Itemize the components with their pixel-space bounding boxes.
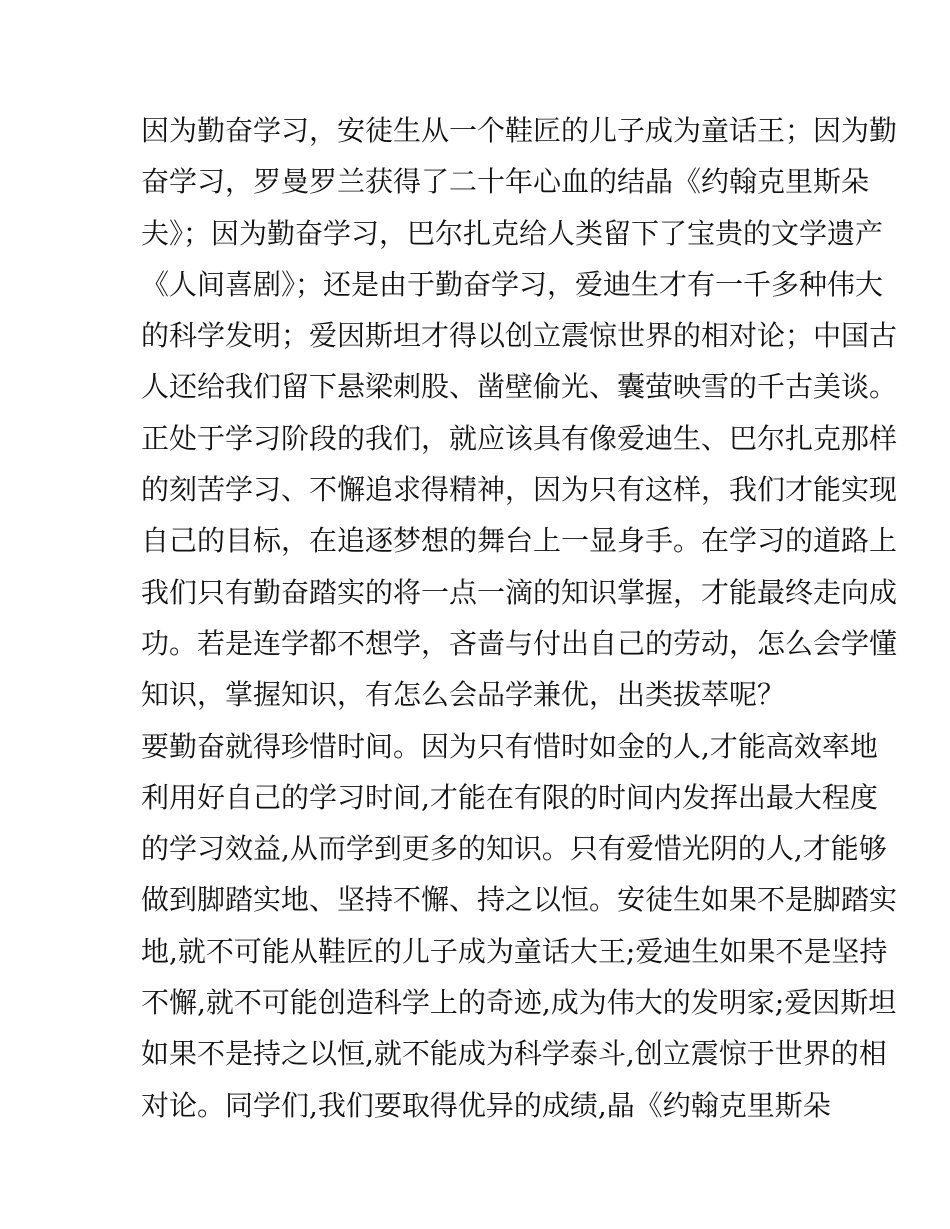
text-line: 地,就不可能从鞋匠的儿子成为童话大王;爱迪生如果不是坚持 (141, 934, 888, 968)
text-line: 的学习效益,从而学到更多的知识。只有爱惜光阴的人,才能够 (141, 832, 887, 866)
text-line: 不懈,就不可能创造科学上的奇迹,成为伟大的发明家;爱因斯坦 (141, 986, 897, 1020)
text-line: 对论。同学们,我们要取得优异的成绩,晶《约翰克里斯朵 (141, 1088, 831, 1122)
text-line: 夫》；因为勤奋学习，巴尔扎克给人类留下了宝贵的文学遗产 (141, 216, 884, 250)
text-line: 的科学发明；爱因斯坦才得以创立震惊世界的相对论；中国古 (141, 319, 898, 353)
text-line: 正处于学习阶段的我们，就应该具有像爱迪生、巴尔扎克那样 (141, 421, 898, 455)
text-line: 人还给我们留下悬梁刺股、凿壁偷光、囊萤映雪的千古美谈。 (141, 370, 898, 404)
text-line: 的刻苦学习、不懈追求得精神，因为只有这样，我们才能实现 (141, 473, 898, 507)
text-line: 《人间喜剧》；还是由于勤奋学习，爱迪生才有一千多种伟大 (141, 267, 884, 301)
text-line: 知识，掌握知识，有怎么会品学兼优，出类拔萃呢？ (141, 678, 786, 712)
text-line: 自己的目标，在追逐梦想的舞台上一显身手。在学习的道路上 (141, 524, 898, 558)
text-line: 我们只有勤奋踏实的将一点一滴的知识掌握，才能最终走向成 (141, 575, 898, 609)
text-line: 因为勤奋学习，安徒生从一个鞋匠的儿子成为童话王；因为勤 (141, 114, 898, 147)
body-text (141, 105, 898, 1131)
text-line: 做到脚踏实地、坚持不懈、持之以恒。安徒生如果不是脚踏实 (141, 883, 898, 917)
text-line: 如果不是持之以恒,就不能成为科学泰斗,创立震惊于世界的相 (141, 1037, 887, 1071)
text-line: 奋学习，罗曼罗兰获得了二十年心血的结晶《约翰克里斯朵 (141, 165, 870, 199)
text-line: 利用好自己的学习时间,才能在有限的时间内发挥出最大程度 (141, 780, 878, 814)
text-line: 要勤奋就得珍惜时间。因为只有惜时如金的人,才能高效率地 (141, 729, 878, 763)
text-line: 功。若是连学都不想学，吝啬与付出自己的劳动，怎么会学懂 (141, 626, 898, 660)
